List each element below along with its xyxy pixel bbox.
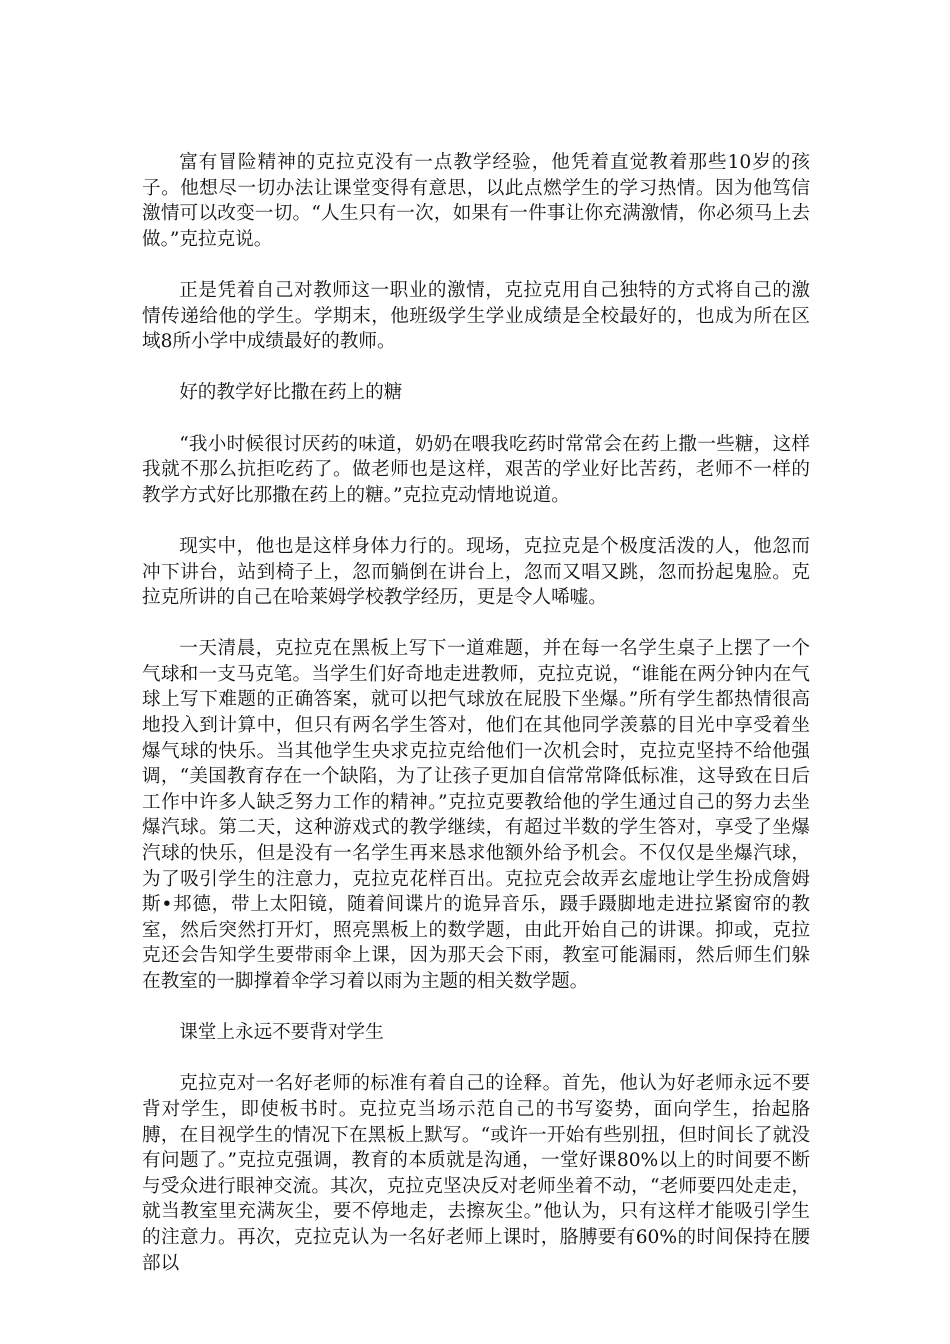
paragraph-3: “我小时候很讨厌药的味道，奶奶在喂我吃药时常常会在药上撒一些糖，这样我就不那么抗拒吃药了。做老师也是这样，艰苦的学业好比苦药，老师不一样的教学方式好比那撒在药上的糖。”克拉克动情地说道。: [142, 433, 810, 506]
paragraph-2: 正是凭着自己对教师这一职业的激情，克拉克用自己独特的方式将自己的激情传递给他的学生。学期末，他班级学生学业成绩是全校最好的，也成为所在区域8所小学中成绩最好的教师。: [142, 279, 810, 353]
section-heading-2: 课堂上永远不要背对学生: [179, 1022, 384, 1044]
document-body: [142, 150, 810, 1302]
paragraph-1: 富有冒险精神的克拉克没有一点教学经验，他凭着直觉教着那些10岁的孩子。他想尽一切办法让课堂变得有意思，以此点燃学生的学习热情。因为他笃信激情可以改变一切。“人生只有一次，如果有一件事让你充满激情，你必须马上去做。”克拉克说。: [142, 152, 810, 250]
section-heading-1: 好的教学好比撒在药上的糖: [179, 382, 403, 404]
paragraph-4: 现实中，他也是这样身体力行的。现场，克拉克是个极度活泼的人，他忽而冲下讲台，站到椅子上，忽而躺倒在讲台上，忽而又唱又跳，忽而扮起鬼脸。克拉克所讲的自己在哈莱姆学校教学经历，更是令人唏嘘。: [142, 535, 810, 609]
paragraph-5: 一天清晨，克拉克在黑板上写下一道难题，并在每一名学生桌子上摆了一个气球和一支马克笔。当学生们好奇地走进教师，克拉克说，“谁能在两分钟内在气球上写下难题的正确答案，就可以把气球放在屁股下坐爆。”所有学生都热情很高地投入到计算中，但只有两名学生答对，他们在其他同学羡慕的目光中享受着坐爆气球的快乐。当其他学生央求克拉克给他们一次机会时，克拉克坚持不给他强调，“美国教育存在一个缺陷，为了让孩子更加自信常常降低标准，这导致在日后工作中许多人缺乏努力工作的精神。”克拉克要教给他的学生通过自己的努力去坐爆汽球。第二天，这种游戏式的教学继续，有超过半数的学生答对，享受了坐爆汽球的快乐，但是没有一名学生再来恳求他额外给予机会。不仅仅是坐爆汽球，为了吸引学生的注意力，克拉克花样百出。克拉克会故弄玄虚地让学生扮成詹姆斯•邦德，带上太阳镜，随着间谍片的诡异音乐，蹑手蹑脚地走进拉紧窗帘的教室，然后突然打开灯，照亮黑板上的数学题，由此开始自己的讲课。抑或，克拉克还会告知学生要带雨伞上课，因为那天会下雨，教室可能漏雨，然后师生们躲在教室的一脚撑着伞学习着以雨为主题的相关数学题。: [142, 638, 810, 992]
paragraph-6: 克拉克对一名好老师的标准有着自己的诠释。首先，他认为好老师永远不要背对学生，即使板书时。克拉克当场示范自己的书写姿势，面向学生，抬起胳膊，在目视学生的情况下在黑板上默写。“或许一开始有些别扭，但时间长了就没有问题了。”克拉克强调，教育的本质就是沟通，一堂好课80%以上的时间要不断与受众进行眼神交流。其次，克拉克坚决反对老师坐着不动，“老师要四处走走，就当教室里充满灰尘，要不停地走，去擦灰尘。”他认为，只有这样才能吸引学生的注意力。再次，克拉克认为一名好老师上课时，胳膊要有60%的时间保持在腰部以: [142, 1073, 810, 1274]
